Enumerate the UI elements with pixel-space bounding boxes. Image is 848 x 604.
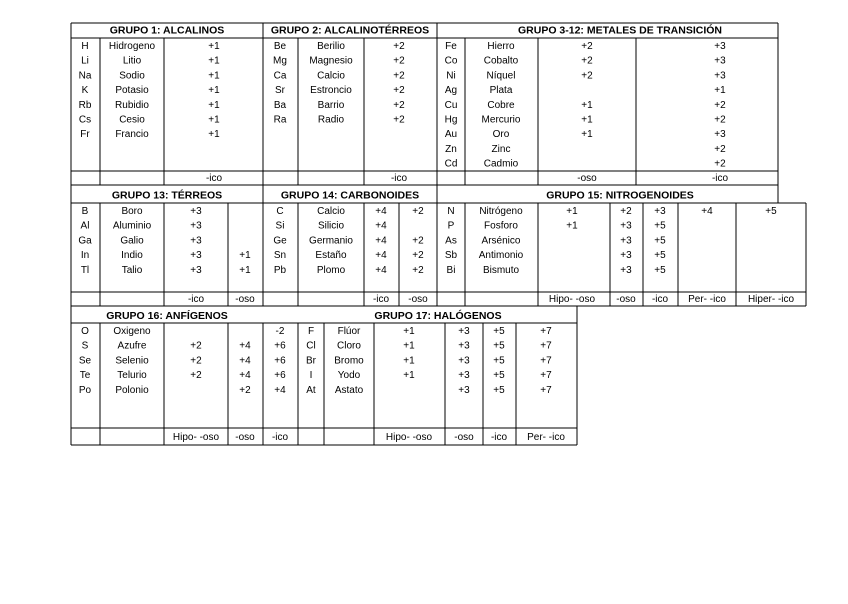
cell-b1-r3-c9: Ni xyxy=(446,70,456,82)
cell-b1-r4-c7: +2 xyxy=(393,85,405,97)
cell-b1-r2-c9: Co xyxy=(444,55,458,67)
cell-b1-r5-c12: +2 xyxy=(714,99,726,111)
group-title-13: GRUPO 13: TÉRREOS xyxy=(111,189,223,202)
cell-b3-r1-c2: Oxigeno xyxy=(113,326,151,337)
cell-b2-r4-c2: Indio xyxy=(121,250,143,262)
cell-b2-r2-c12: +3 xyxy=(620,220,632,232)
footer-b2-c11: Hipo- -oso xyxy=(548,294,596,305)
cell-b3-r4-c5: +6 xyxy=(274,370,286,382)
cell-b1-r4-c5: Sr xyxy=(275,85,285,97)
cell-b2-r1-c2: Boro xyxy=(121,206,143,217)
cell-b1-r7-c12: +3 xyxy=(714,129,726,141)
cell-b3-r1-c6: F xyxy=(307,326,315,337)
cell-b1-r6-c12: +2 xyxy=(714,114,726,126)
cell-b1-r5-c1: Rb xyxy=(78,99,92,111)
cell-b2-r4-c8: +2 xyxy=(412,250,424,262)
footer-b2-c3: -ico xyxy=(187,294,205,305)
cell-b2-r4-c9: Sb xyxy=(444,250,458,262)
cell-b3-r3-c3: +2 xyxy=(190,355,202,367)
cell-b1-r7-c9: Au xyxy=(444,129,458,141)
cell-b1-r5-c2: Rubidio xyxy=(115,99,149,111)
cell-b2-r2-c9: P xyxy=(447,220,455,232)
cell-b2-r4-c5: Sn xyxy=(273,250,287,262)
cell-b2-r5-c8: +2 xyxy=(412,264,424,276)
footer-b2-c4: -oso xyxy=(235,294,255,305)
cell-b1-r2-c1: Li xyxy=(81,55,89,67)
footer-b3-c8: Hipo- -oso xyxy=(385,432,433,443)
cell-b3-r4-c3: +2 xyxy=(190,370,202,382)
footer-b3-c5: -ico xyxy=(271,432,289,443)
cell-b1-r9-c12: +2 xyxy=(714,158,726,170)
footer-b1-c11: -oso xyxy=(577,173,597,184)
footer-b3-c11: Per- -ico xyxy=(527,432,565,443)
group-title-14: GRUPO 14: CARBONOIDES xyxy=(280,189,420,202)
cell-b1-r3-c12: +3 xyxy=(714,70,726,82)
cell-b1-r7-c11: +1 xyxy=(581,129,593,141)
cell-b3-r2-c8: +1 xyxy=(403,340,415,352)
cell-b2-r1-c13: +3 xyxy=(654,206,666,217)
group-title-17: GRUPO 17: HALÓGENOS xyxy=(374,310,502,322)
cell-b1-r6-c6: Radio xyxy=(317,114,345,126)
cell-b3-r4-c4: +4 xyxy=(239,370,251,382)
cell-b3-r5-c2: Polonio xyxy=(115,384,149,396)
cell-b1-r4-c10: Plata xyxy=(489,85,513,97)
cell-b1-r8-c9: Zn xyxy=(445,143,457,155)
cell-b1-r5-c7: +2 xyxy=(393,99,405,111)
cell-b1-r6-c7: +2 xyxy=(393,114,405,126)
cell-b2-r5-c5: Pb xyxy=(273,264,287,276)
cell-b1-r1-c5: Be xyxy=(273,41,287,52)
footer-b3-c4: -oso xyxy=(235,432,255,443)
group-title-1: GRUPO 1: ALCALINOS xyxy=(109,24,225,37)
cell-b2-r1-c10: Nitrógeno xyxy=(479,206,523,217)
cell-b3-r4-c10: +5 xyxy=(493,370,505,382)
footer-b1-c7: -ico xyxy=(390,173,408,184)
cell-b1-r8-c10: Zinc xyxy=(491,143,511,155)
cell-b3-r4-c8: +1 xyxy=(403,370,415,382)
cell-b2-r1-c12: +2 xyxy=(620,206,632,217)
cell-b2-r4-c3: +3 xyxy=(190,250,202,262)
cell-b2-r4-c1: In xyxy=(80,250,90,262)
cell-b1-r3-c7: +2 xyxy=(393,70,405,82)
cell-b2-r5-c2: Talio xyxy=(121,264,143,276)
cell-b1-r6-c3: +1 xyxy=(208,114,220,126)
cell-b2-r3-c5: Ge xyxy=(273,235,287,247)
cell-b2-r5-c4: +1 xyxy=(239,264,251,276)
cell-b3-r2-c1: S xyxy=(81,340,89,352)
cell-b3-r1-c11: +7 xyxy=(540,326,552,337)
cell-b3-r3-c9: +3 xyxy=(458,355,470,367)
cell-b1-r1-c9: Fe xyxy=(445,41,457,52)
cell-b1-r5-c11: +1 xyxy=(581,99,593,111)
group-title-2: GRUPO 2: ALCALINOTÉRREOS xyxy=(270,24,430,37)
cell-b3-r4-c7: Yodo xyxy=(337,370,361,382)
cell-b1-r4-c3: +1 xyxy=(208,85,220,97)
cell-b2-r1-c14: +4 xyxy=(701,206,713,217)
table-cells xyxy=(78,41,794,443)
cell-b3-r2-c10: +5 xyxy=(493,340,505,352)
cell-b2-r3-c2: Galio xyxy=(120,235,144,247)
cell-b3-r1-c10: +5 xyxy=(493,326,505,337)
cell-b1-r4-c2: Potasio xyxy=(115,85,149,97)
cell-b3-r2-c11: +7 xyxy=(540,340,552,352)
footer-b1-c3: -ico xyxy=(205,173,223,184)
cell-b1-r2-c11: +2 xyxy=(581,55,593,67)
cell-b2-r3-c1: Ga xyxy=(78,235,92,247)
cell-b2-r5-c10: Bismuto xyxy=(482,264,520,276)
cell-b3-r5-c10: +5 xyxy=(493,384,505,396)
cell-b3-r5-c9: +3 xyxy=(458,384,470,396)
cell-b3-r1-c9: +3 xyxy=(458,326,470,337)
cell-b2-r3-c10: Arsénico xyxy=(481,235,521,247)
cell-b1-r6-c1: Cs xyxy=(78,114,92,126)
cell-b2-r4-c6: Estaño xyxy=(315,250,347,262)
cell-b1-r5-c9: Cu xyxy=(444,99,458,111)
cell-b2-r4-c13: +5 xyxy=(654,250,666,262)
cell-b1-r7-c3: +1 xyxy=(208,129,220,141)
cell-b2-r1-c11: +1 xyxy=(566,206,578,217)
cell-b2-r2-c2: Aluminio xyxy=(112,220,152,232)
cell-b2-r1-c8: +2 xyxy=(412,206,424,217)
cell-b3-r2-c6: Cl xyxy=(306,340,316,352)
cell-b2-r1-c1: B xyxy=(81,206,89,217)
cell-b2-r1-c15: +5 xyxy=(765,206,777,217)
footer-b2-c12: -oso xyxy=(616,294,636,305)
cell-b1-r3-c6: Calcio xyxy=(317,70,345,82)
cell-b2-r2-c10: Fosforo xyxy=(484,220,518,232)
cell-b3-r3-c5: +6 xyxy=(274,355,286,367)
cell-b3-r5-c6: At xyxy=(306,384,316,396)
footer-b2-c14: Per- -ico xyxy=(688,294,726,305)
cell-b2-r3-c3: +3 xyxy=(190,235,202,247)
cell-b3-r4-c9: +3 xyxy=(458,370,470,382)
cell-b1-r4-c12: +1 xyxy=(714,85,726,97)
cell-b1-r1-c7: +2 xyxy=(393,41,405,52)
cell-b1-r4-c1: K xyxy=(81,85,89,97)
cell-b3-r2-c3: +2 xyxy=(190,340,202,352)
cell-b3-r5-c4: +2 xyxy=(239,384,251,396)
cell-b1-r1-c2: Hidrogeno xyxy=(108,41,156,52)
cell-b1-r6-c5: Ra xyxy=(273,114,287,126)
cell-b3-r1-c8: +1 xyxy=(403,326,415,337)
cell-b2-r3-c6: Germanio xyxy=(309,235,353,247)
cell-b1-r2-c3: +1 xyxy=(208,55,220,67)
cell-b1-r1-c3: +1 xyxy=(208,41,220,52)
cell-b1-r3-c2: Sodio xyxy=(119,70,145,82)
cell-b3-r2-c2: Azufre xyxy=(117,340,147,352)
footer-b3-c9: -oso xyxy=(454,432,474,443)
cell-b2-r3-c13: +5 xyxy=(654,235,666,247)
group-title-16: GRUPO 16: ANFÍGENOS xyxy=(106,310,228,322)
cell-b2-r2-c11: +1 xyxy=(566,220,578,232)
group-title-15: GRUPO 15: NITROGENOIDES xyxy=(546,189,694,202)
cell-b2-r2-c1: Al xyxy=(80,220,90,232)
cell-b2-r5-c12: +3 xyxy=(620,264,632,276)
cell-b1-r2-c12: +3 xyxy=(714,55,726,67)
footer-b3-c10: -ico xyxy=(490,432,508,443)
cell-b2-r1-c7: +4 xyxy=(375,206,387,217)
cell-b1-r7-c10: Oro xyxy=(492,129,510,141)
cell-b2-r3-c12: +3 xyxy=(620,235,632,247)
cell-b1-r5-c5: Ba xyxy=(273,99,287,111)
cell-b3-r5-c7: Astato xyxy=(334,384,364,396)
cell-b3-r3-c10: +5 xyxy=(493,355,505,367)
cell-b2-r4-c7: +4 xyxy=(375,250,387,262)
cell-b3-r3-c6: Br xyxy=(306,355,316,367)
cell-b2-r5-c7: +4 xyxy=(375,264,387,276)
cell-b2-r3-c7: +4 xyxy=(375,235,387,247)
cell-b3-r5-c5: +4 xyxy=(274,384,286,396)
group-title-3-12: GRUPO 3-12: METALES DE TRANSICIÓN xyxy=(518,24,722,37)
cell-b1-r9-c10: Cadmio xyxy=(483,158,519,170)
cell-b3-r4-c2: Telurio xyxy=(117,370,147,382)
cell-b1-r5-c6: Barrio xyxy=(317,99,345,111)
cell-b2-r5-c9: Bi xyxy=(446,264,456,276)
cell-b1-r3-c11: +2 xyxy=(581,70,593,82)
cell-b3-r2-c9: +3 xyxy=(458,340,470,352)
cell-b3-r3-c4: +4 xyxy=(239,355,251,367)
cell-b2-r5-c6: Plomo xyxy=(316,264,346,276)
cell-b1-r2-c2: Litio xyxy=(122,55,142,67)
cell-b1-r1-c12: +3 xyxy=(714,41,726,52)
cell-b2-r1-c3: +3 xyxy=(190,206,202,217)
cell-b1-r9-c9: Cd xyxy=(444,158,458,170)
cell-b3-r1-c7: Flúor xyxy=(337,326,361,337)
footer-b2-c15: Hiper- -ico xyxy=(747,294,795,305)
cell-b1-r3-c1: Na xyxy=(78,70,92,82)
cell-b3-r3-c1: Se xyxy=(78,355,92,367)
cell-b1-r5-c3: +1 xyxy=(208,99,220,111)
cell-b3-r2-c7: Cloro xyxy=(337,340,361,352)
cell-b1-r3-c3: +1 xyxy=(208,70,220,82)
footer-b2-c7: -ico xyxy=(372,294,390,305)
cell-b2-r4-c10: Antimonio xyxy=(478,250,524,262)
cell-b2-r2-c13: +5 xyxy=(654,220,666,232)
cell-b1-r1-c10: Hierro xyxy=(487,41,515,52)
cell-b1-r7-c2: Francio xyxy=(115,129,149,141)
cell-b2-r4-c4: +1 xyxy=(239,250,251,262)
cell-b2-r5-c13: +5 xyxy=(654,264,666,276)
cell-b3-r3-c8: +1 xyxy=(403,355,415,367)
cell-b1-r5-c10: Cobre xyxy=(487,99,515,111)
footer-b2-c8: -oso xyxy=(408,294,428,305)
cell-b3-r3-c2: Selenio xyxy=(115,355,149,367)
cell-b1-r4-c6: Estroncio xyxy=(310,85,352,97)
cell-b1-r3-c10: Níquel xyxy=(486,70,516,82)
cell-b1-r2-c6: Magnesio xyxy=(309,55,353,67)
cell-b1-r2-c5: Mg xyxy=(273,55,287,67)
cell-b1-r6-c9: Hg xyxy=(444,114,458,126)
cell-b1-r6-c10: Mercurio xyxy=(481,114,521,126)
block-earth-carbon-nitrogen xyxy=(71,185,806,306)
cell-b3-r5-c1: Po xyxy=(78,384,92,396)
cell-b2-r1-c6: Calcio xyxy=(317,206,345,217)
cell-b2-r3-c8: +2 xyxy=(412,235,424,247)
cell-b1-r8-c12: +2 xyxy=(714,143,726,155)
cell-b3-r5-c11: +7 xyxy=(540,384,552,396)
cell-b1-r2-c10: Cobalto xyxy=(483,55,519,67)
cell-b1-r6-c11: +1 xyxy=(581,114,593,126)
cell-b3-r4-c6: I xyxy=(309,370,313,382)
footer-b2-c13: -ico xyxy=(651,294,669,305)
cell-b2-r1-c9: N xyxy=(447,206,455,217)
cell-b3-r3-c11: +7 xyxy=(540,355,552,367)
cell-b2-r2-c5: Si xyxy=(275,220,285,232)
cell-b1-r4-c9: Ag xyxy=(444,85,458,97)
cell-b2-r2-c6: Silicio xyxy=(317,220,345,232)
cell-b2-r2-c3: +3 xyxy=(190,220,202,232)
cell-b3-r2-c5: +6 xyxy=(274,340,286,352)
cell-b2-r4-c12: +3 xyxy=(620,250,632,262)
cell-b1-r1-c6: Berilio xyxy=(317,41,345,52)
cell-b2-r1-c5: C xyxy=(276,206,284,217)
cell-b1-r7-c1: Fr xyxy=(80,129,90,141)
footer-b1-c12: -ico xyxy=(711,173,729,184)
cell-b3-r4-c11: +7 xyxy=(540,370,552,382)
cell-b1-r1-c11: +2 xyxy=(581,41,593,52)
cell-b2-r5-c3: +3 xyxy=(190,264,202,276)
cell-b3-r1-c1: O xyxy=(81,326,89,337)
cell-b2-r2-c7: +4 xyxy=(375,220,387,232)
footer-b3-c3: Hipo- -oso xyxy=(172,432,220,443)
cell-b2-r5-c1: Tl xyxy=(80,264,90,276)
cell-b1-r2-c7: +2 xyxy=(393,55,405,67)
cell-b3-r1-c5: -2 xyxy=(275,326,285,337)
cell-b1-r3-c5: Ca xyxy=(273,70,287,82)
cell-b1-r1-c1: H xyxy=(81,41,89,52)
cell-b3-r3-c7: Bromo xyxy=(334,355,364,367)
cell-b3-r2-c4: +4 xyxy=(239,340,251,352)
cell-b2-r3-c9: As xyxy=(445,235,457,247)
cell-b3-r4-c1: Te xyxy=(79,370,91,382)
block-alkali-alkaline-transition xyxy=(71,23,778,185)
cell-b1-r6-c2: Cesio xyxy=(119,114,145,126)
